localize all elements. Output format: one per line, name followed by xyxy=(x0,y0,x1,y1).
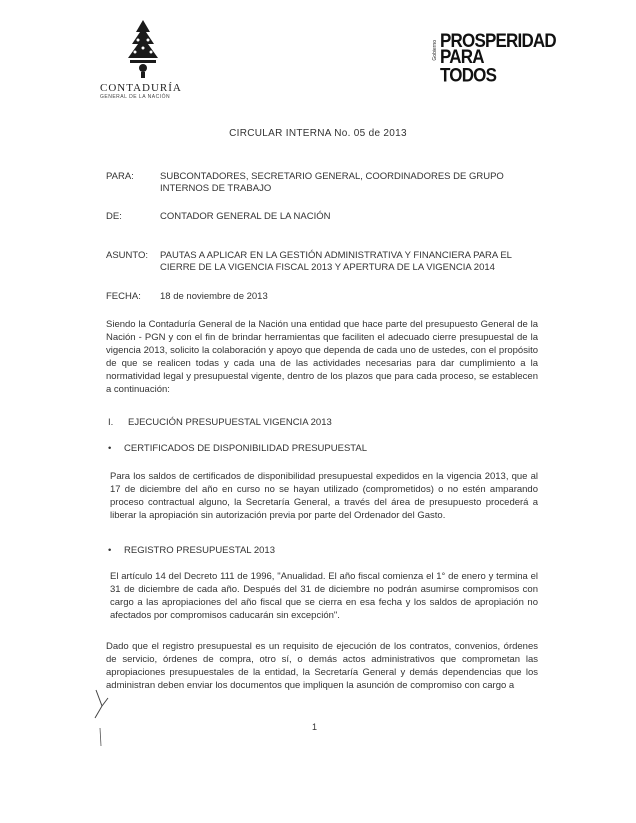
asunto-label: ASUNTO: xyxy=(106,250,149,261)
para-value: SUBCONTADORES, SECRETARIO GENERAL, COORDINADORES DE GRUPO INTERNOS DE TRABAJO xyxy=(160,171,504,194)
right-logo-line1: PROSPERIDAD xyxy=(440,29,556,52)
cdp-heading: CERTIFICADOS DE DISPONIBILIDAD PRESUPUESTAL xyxy=(124,443,368,454)
rp-heading: REGISTRO PRESUPUESTAL 2013 xyxy=(124,545,275,556)
fecha-label: FECHA: xyxy=(106,291,141,302)
para-label: PARA: xyxy=(106,171,134,182)
de-label: DE: xyxy=(106,211,122,222)
contaduria-logo xyxy=(100,18,190,100)
right-logo-side-text: Gobierno xyxy=(432,40,438,61)
margin-initials-signature xyxy=(92,688,114,748)
document-title: CIRCULAR INTERNA No. 05 de 2013 xyxy=(229,128,407,139)
cdp-paragraph: Para los saldos de certificados de disponibilidad presupuestal expedidos en la vigencia 2013, que al 17 de diciembre del año en curso no se hayan utilizado (comprometidos) o no estén amparando proceso contractual alguno, la Secretaría General, a través del área de presupuesto procederá a liberar la apropiación sin autorización previa por parte del Ordenador del Gasto. xyxy=(110,471,538,521)
section-number: I. xyxy=(108,417,114,428)
right-logo-line2: PARA TODOS xyxy=(440,45,497,86)
page-number: 1 xyxy=(312,722,318,732)
coat-of-arms-icon xyxy=(118,18,168,80)
prosperidad-logo xyxy=(432,29,556,86)
left-logo-subtitle: GENERAL DE LA NACIÓN xyxy=(100,94,171,100)
bullet-dot-icon: • xyxy=(108,545,112,556)
asunto-value: PAUTAS A APLICAR EN LA GESTIÓN ADMINISTRATIVA Y FINANCIERA PARA EL CIERRE DE LA VIGENCIA FISCAL 2013 Y APERTURA DE LA VIGENCIA 2014 xyxy=(160,250,512,273)
fecha-value: 18 de noviembre de 2013 xyxy=(160,291,268,302)
bullet-dot-icon: • xyxy=(108,443,112,454)
final-paragraph: Dado que el registro presupuestal es un requisito de ejecución de los contratos, convenios, órdenes de servicio, órdenes de compra, otro sí, o demás actos administrativos que comprometan las apropiaciones presupuestales de la entidad, la Secretaría General y demás dependencias que los administran deben enviar los documentos que impliquen la asunción de compromiso con cargo a xyxy=(106,641,538,691)
intro-paragraph: Siendo la Contaduría General de la Nación una entidad que hace parte del presupuesto General de la Nación - PGN y con el fin de brindar herramientas que faciliten el adecuado cierre presupuestal de la vigencia 2013, solicito la colaboración y apoyo que dependa de cada uno de ustedes, con el propósito de que se realicen todas y cada una de las actividades necesarias para dar cumplimiento a la normatividad legal y presupuestal vigente, dentro de los plazos que para cada proceso, se establecen a continuación: xyxy=(106,319,538,395)
rp-paragraph: El artículo 14 del Decreto 111 de 1996, "Anualidad. El año fiscal comienza el 1° de enero y termina el 31 de diciembre de cada año. Después del 31 de diciembre no podrán asumirse compromisos con cargo a las apropiaciones del año fiscal que se cierra en esa fecha y los saldos de apropiación no afectados por compromisos caducarán sin excepción". xyxy=(110,571,538,621)
de-value: CONTADOR GENERAL DE LA NACIÓN xyxy=(160,211,331,222)
left-logo-brand: CONTADURÍA xyxy=(100,82,182,94)
section-heading: EJECUCIÓN PRESUPUESTAL VIGENCIA 2013 xyxy=(128,417,332,428)
